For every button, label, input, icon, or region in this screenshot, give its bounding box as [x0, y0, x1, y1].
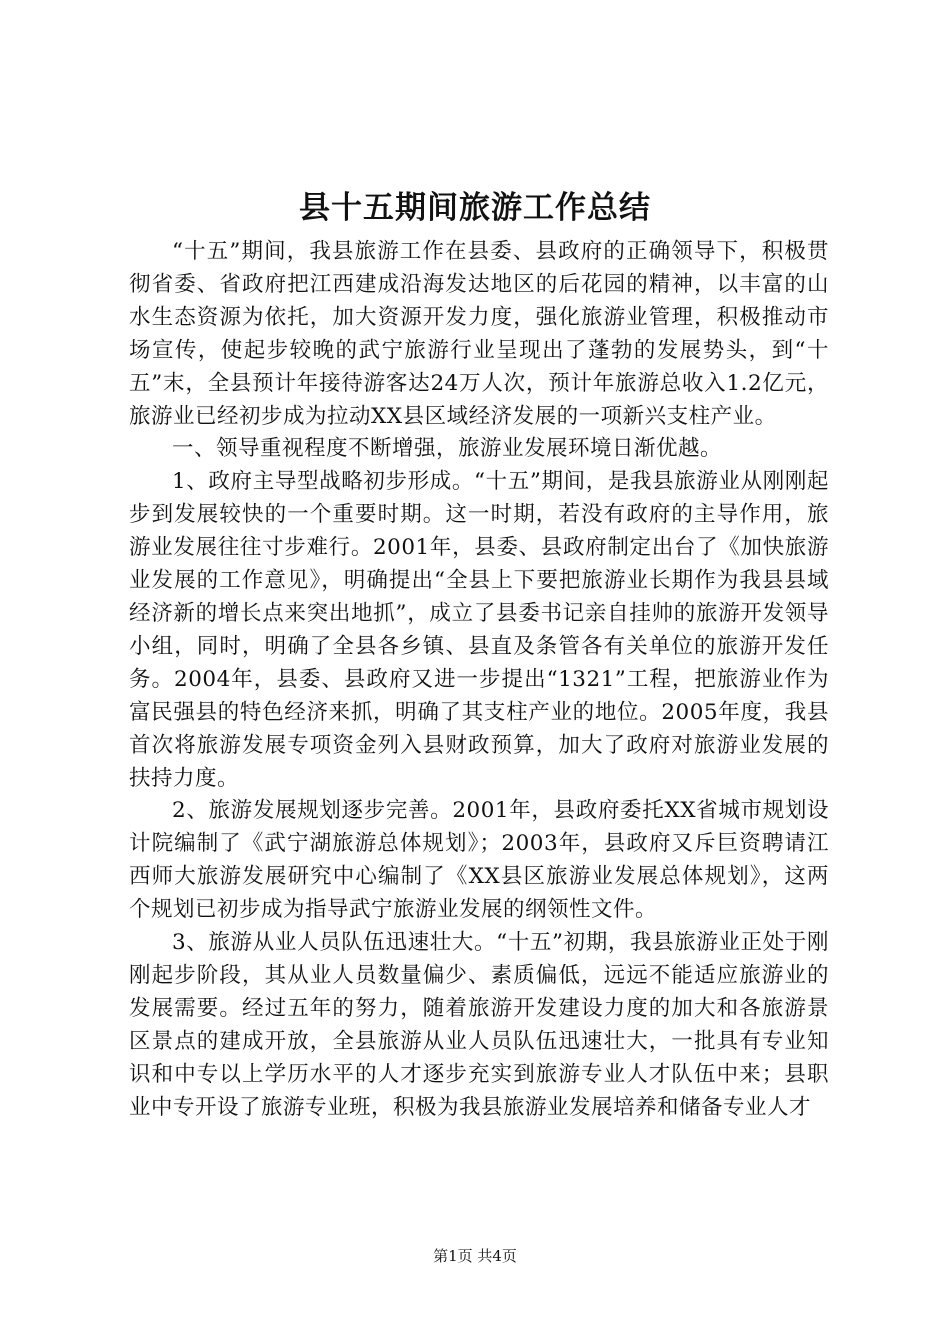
page-footer: 第1页 共4页 — [433, 1247, 517, 1265]
document-title: 县十五期间旅游工作总结 — [299, 190, 651, 226]
paragraph-intro: “十五”期间，我县旅游工作在县委、县政府的正确领导下，积极贯彻省委、省政府把江西建成沿海发达地区的后花园的精神，以丰富的山水生态资源为依托，加大资源开发力度，强化旅游业管理，积极推动市场宣传，使起步较晚的武宁旅游行业呈现出了蓬勃的发展势头，到“十五”末，全县预计年接待游客达24万人次，预计年旅游总收入1.2亿元，旅游业已经初步成为拉动XX县区域经济发展的一项新兴支柱产业。 — [129, 239, 829, 429]
paragraph-item-3: 3、旅游从业人员队伍迅速壮大。“十五”初期，我县旅游业正处于刚刚起步阶段，其从业人员数量偏少、素质偏低，远远不能适应旅游业的发展需要。经过五年的努力，随着旅游开发建设力度的加大和各旅游景区景点的建成开放，全县旅游从业人员队伍迅速壮大，一批具有专业知识和中专以上学历水平的人才逐步充实到旅游专业人才队伍中来；县职业中专开设了旅游专业班，积极为我县旅游业发展培养和储备专业人才 — [129, 930, 829, 1120]
paragraph-item-1: 1、政府主导型战略初步形成。“十五”期间，是我县旅游业从刚刚起步到发展较快的一个重要时期。这一时期，若没有政府的主导作用，旅游业发展往往寸步难行。2001年，县委、县政府制定出台了《加快旅游业发展的工作意见》，明确提出“全县上下要把旅游业长期作为我县县域经济新的增长点来突出地抓”，成立了县委书记亲自挂帅的旅游开发领导小组，同时，明确了全县各乡镇、县直及条管各有关单位的旅游开发任务。2004年，县委、县政府又进一步提出“1321”工程，把旅游业作为富民强县的特色经济来抓，明确了其支柱产业的地位。2005年度，我县首次将旅游发展专项资金列入县财政预算，加大了政府对旅游业发展的扶持力度。 — [129, 469, 829, 791]
section-heading-1: 一、领导重视程度不断增强，旅游业发展环境日渐优越。 — [172, 436, 723, 462]
document-body — [129, 236, 829, 1124]
paragraph-item-2: 2、旅游发展规划逐步完善。2001年，县政府委托XX省城市规划设计院编制了《武宁湖旅游总体规划》；2003年，县政府又斥巨资聘请江西师大旅游发展研究中心编制了《XX县区旅游业发展总体规划》，这两个规划已初步成为指导武宁旅游业发展的纲领性文件。 — [129, 798, 829, 923]
